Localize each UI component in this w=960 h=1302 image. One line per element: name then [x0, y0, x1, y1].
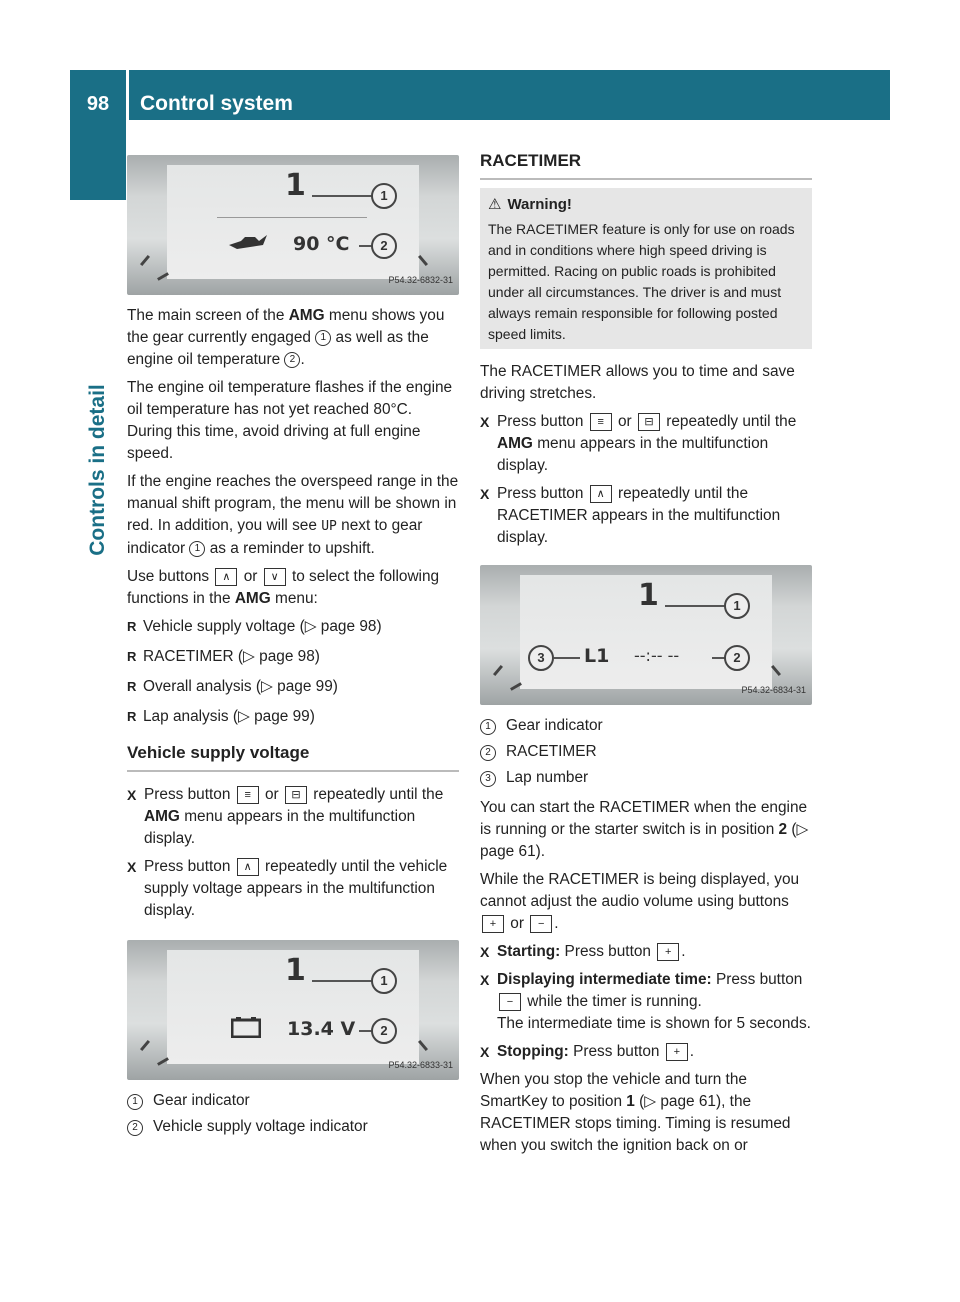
legend-item: 3 Lap number — [480, 767, 812, 789]
paragraph: The RACETIMER allows you to time and save driving stretches. — [480, 363, 795, 402]
paragraph: When you stop the vehicle and turn the SmartKey to position 1 (▷ page 61), the RACETIMER stops timing. Timing is resumed when you switch the ignition back on or — [480, 1071, 791, 1154]
up-button-icon: ∧ — [215, 568, 237, 586]
left-column — [127, 150, 459, 1142]
voltage-value: 13.4 V — [287, 1018, 356, 1040]
timer-value: --:-- -- — [634, 646, 680, 665]
step: X Press button ∧ repeatedly until the vehicle supply voltage appears in the multifunction display. — [127, 856, 459, 922]
step: X Press button ≡ or ⊟ repeatedly until the AMG menu appears in the multifunction display. — [127, 784, 459, 850]
paragraph: Use buttons ∧ or ∨ to select the following functions in the AMG menu: — [127, 568, 440, 607]
paragraph: You can start the RACETIMER when the engine is running or the starter switch is in position 2 (▷ page 61). — [480, 799, 809, 860]
image-code: P54.32-6832-31 — [388, 275, 453, 285]
legend-item: 1 Gear indicator — [480, 715, 812, 737]
lap-value: L1 — [584, 645, 610, 667]
gear-value: 1 — [638, 578, 659, 613]
plus-button-icon: + — [657, 943, 679, 961]
plus-button-icon: + — [482, 915, 504, 933]
minus-button-icon: − — [530, 915, 552, 933]
image-code: P54.32-6833-31 — [388, 1060, 453, 1070]
list-item: R Lap analysis (▷ page 99) — [127, 706, 459, 728]
down-button-icon: ∨ — [264, 568, 286, 586]
list-item: R RACETIMER (▷ page 98) — [127, 646, 459, 668]
paragraph: If the engine reaches the overspeed range in the manual shift program, the menu will be shown in red. In addition, you will see UP next to gear indicator 1 as a reminder to upshift. — [127, 473, 459, 557]
right-column — [480, 150, 812, 1163]
warning-icon: ⚠ — [488, 196, 502, 213]
step: X Press button ∧ repeatedly until the RACETIMER appears in the multifunction display. — [480, 483, 812, 549]
up-button-icon: ∧ — [590, 485, 612, 503]
paragraph: The engine oil temperature flashes if the engine oil temperature has not yet reached 80°C. During this time, avoid driving at full engine speed. — [127, 379, 453, 462]
callout-2: 2 — [371, 233, 397, 259]
callout-3: 3 — [528, 645, 554, 671]
back-button-icon: ≡ — [590, 413, 612, 431]
forward-button-icon: ⊟ — [638, 413, 660, 431]
racetimer-heading: RACETIMER — [480, 150, 812, 180]
list-item: R Vehicle supply voltage (▷ page 98) — [127, 616, 459, 638]
subheading: Vehicle supply voltage — [127, 742, 459, 772]
cluster-image-racetimer — [480, 565, 812, 705]
legend-item: 2 RACETIMER — [480, 741, 812, 763]
oil-can-icon — [227, 231, 269, 260]
side-tab — [70, 120, 126, 200]
plus-button-icon: + — [666, 1043, 688, 1061]
image-code: P54.32-6834-31 — [741, 685, 806, 695]
list-item: R Overall analysis (▷ page 99) — [127, 676, 459, 698]
callout-2: 2 — [724, 645, 750, 671]
step: X Stopping: Press button + . — [480, 1041, 812, 1063]
gear-value: 1 — [285, 168, 306, 203]
cluster-image-oil — [127, 155, 459, 295]
up-button-icon: ∧ — [237, 858, 259, 876]
minus-button-icon: − — [499, 993, 521, 1011]
page-number: 98 — [86, 93, 110, 115]
legend-item: 1 Gear indicator — [127, 1090, 459, 1112]
callout-2: 2 — [371, 1018, 397, 1044]
oil-temp-value: 90 °C — [293, 233, 350, 255]
paragraph: The main screen of the AMG menu shows you the gear currently engaged 1 as well as the engine oil temperature 2 . — [127, 307, 445, 368]
header-separator — [126, 70, 129, 120]
callout-1: 1 — [724, 593, 750, 619]
step: X Displaying intermediate time: Press button − while the timer is running. The intermediate time is shown for 5 seconds. — [480, 969, 812, 1035]
callout-1: 1 — [371, 968, 397, 994]
section-title: Control system — [140, 92, 293, 115]
cluster-image-voltage — [127, 940, 459, 1080]
warning-box: ⚠ Warning! The RACETIMER feature is only for use on roads and in conditions where high speed driving is permitted. Racing on public roads is prohibited under all circumstances. The driver is and must always remain responsible for following posted speed limits. — [480, 188, 812, 349]
gear-value: 1 — [285, 953, 306, 988]
battery-icon — [231, 1016, 261, 1045]
step: X Starting: Press button + . — [480, 941, 812, 963]
forward-button-icon: ⊟ — [285, 786, 307, 804]
legend-item: 2 Vehicle supply voltage indicator — [127, 1116, 459, 1138]
step: X Press button ≡ or ⊟ repeatedly until the AMG menu appears in the multifunction display. — [480, 411, 812, 477]
paragraph: While the RACETIMER is being displayed, you cannot adjust the audio volume using buttons + or − . — [480, 871, 800, 932]
callout-1: 1 — [371, 183, 397, 209]
back-button-icon: ≡ — [237, 786, 259, 804]
